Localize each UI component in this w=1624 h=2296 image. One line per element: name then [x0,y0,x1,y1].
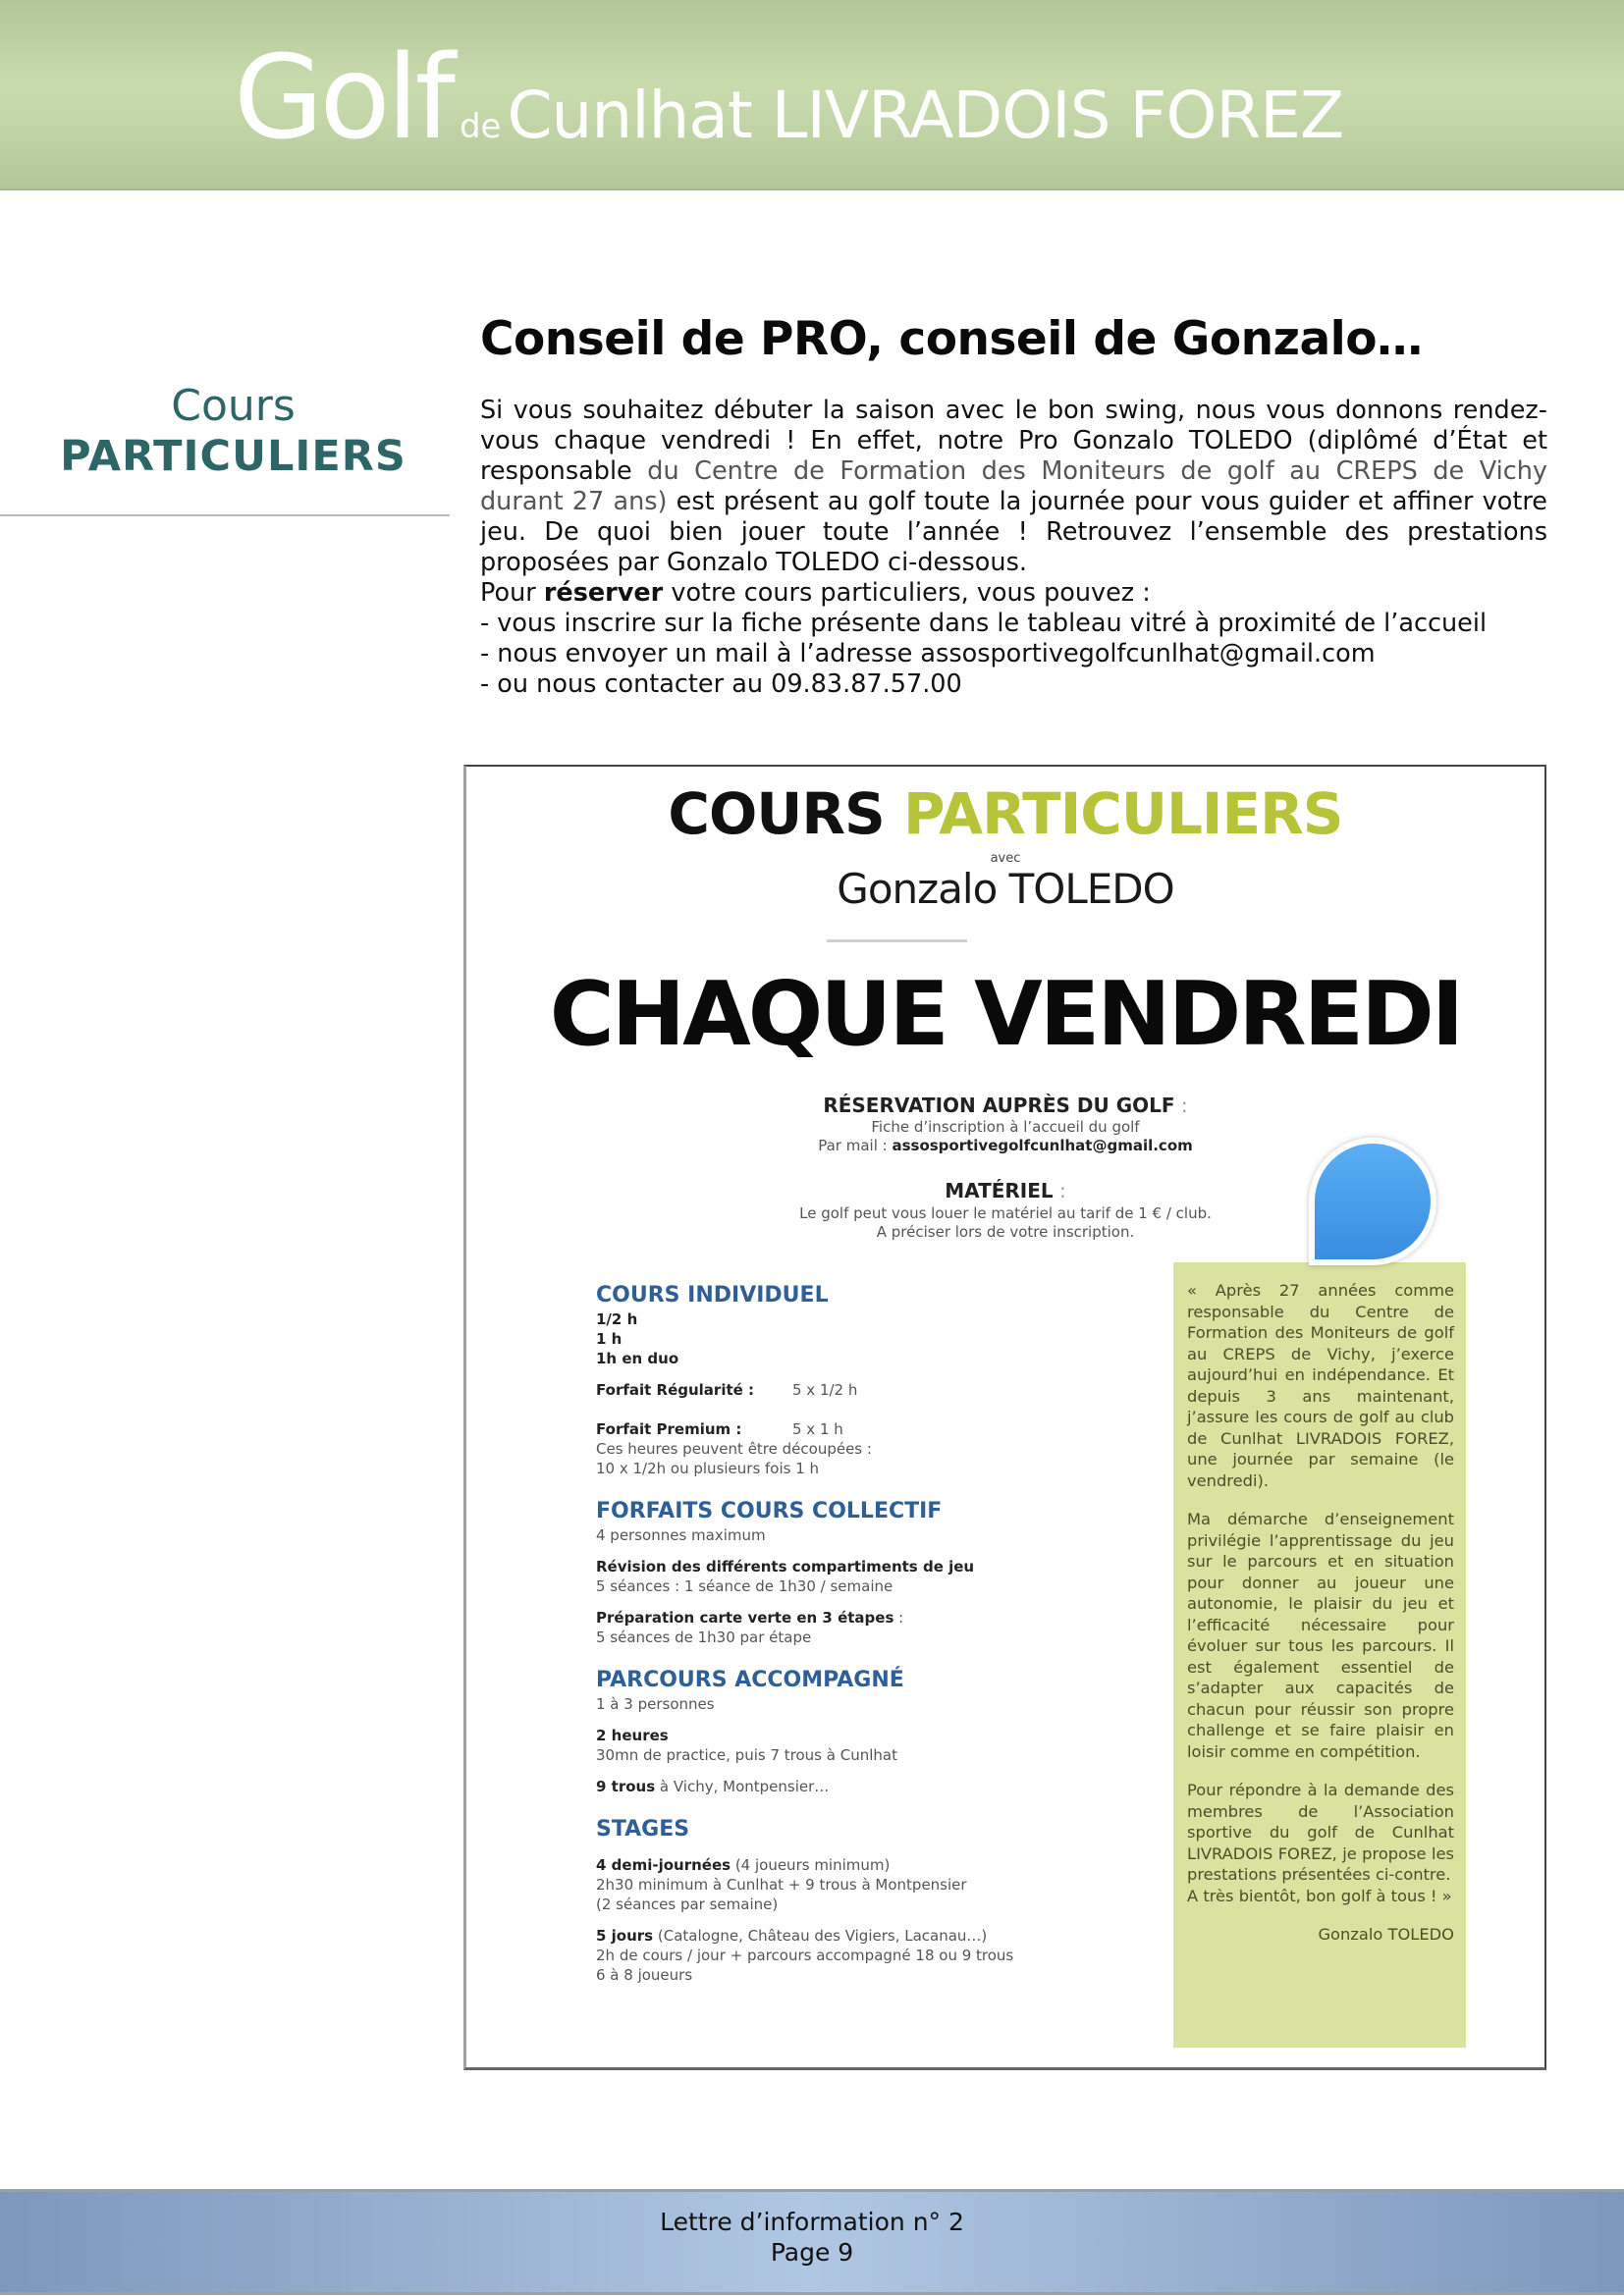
forfait-premium [596,1419,1107,1439]
carte-detail: 5 séances de 1h30 par étape [596,1629,812,1646]
section-heading-stages: STAGES [596,1817,690,1842]
jours-note: (Catalogne, Château des Vigiers, Lacanau…) [653,1927,988,1945]
reservation-heading-text: RÉSERVATION AUPRÈS DU GOLF [823,1094,1175,1117]
quote-paragraph: Ma démarche d’enseignement privilégie l’apprentissage du jeu sur le parcours et en situation pour donner au joueur une autonomie, le plaisir du jeu et l’efficacité nécessaire pour évoluer sur tous les parcours. Il est également essentiel de s’adapter aux capacités de chacun pour réussir son propre challenge et se faire plaisir en loisir comme en compétition. [1187,1510,1454,1761]
forfait-value: 5 x 1/2 h [792,1381,858,1399]
offer-item: 1h en duo [596,1350,679,1367]
quote-paragraph: « Après 27 années comme responsable du Centre de Formation des Moniteurs de golf au CREPS de Vichy, j’exerce aujourd’hui en indépendance. Et depuis 3 ans maintenant, j’assure les cours de golf au club de Cunlhat LIVRADOIS FOREZ, une journée par semaine (le vendredi). [1187,1281,1454,1490]
materiel-line2: A préciser lors de votre inscription. [876,1223,1135,1241]
collectif-sub: 4 personnes maximum [596,1526,766,1544]
poster-name: Gonzalo TOLEDO [837,865,1174,913]
para-text-grey: du Centre de Formation des Moniteurs de golf au CREPS de Vichy durant 27 ans) [480,456,1547,516]
trous-line [596,1777,1107,1796]
section-heading-parcours: PARCOURS ACCOMPAGNÉ [596,1668,904,1692]
forfait-regularite [596,1380,1107,1400]
reserve-post: votre cours particuliers, vous pouvez : [663,578,1151,608]
demi-line2: 2h30 minimum à Cunlhat + 9 trous à Montpensier [596,1876,967,1894]
title-golf: Golf [234,29,452,165]
section-divider [0,514,450,516]
para-text-1: Si vous souhaitez débuter la saison avec le bon swing, nous vous donnons rendez-vous chaque vendredi ! En effet, notre Pro Gonzalo TOLEDO (diplômé d’État et responsable [480,396,1547,486]
heures-label: 2 heures [596,1727,669,1744]
carte-verte [596,1608,1107,1628]
materiel-colon: : [1053,1179,1066,1202]
section-label-line1: Cours [171,381,296,431]
reservation-line: Fiche d’inscription à l’accueil du golf [871,1118,1140,1136]
reservation-colon: : [1174,1094,1188,1117]
section-heading-collectif: FORFAITS COURS COLLECTIF [596,1499,943,1523]
poster-title-lime: PARTICULIERS [903,780,1343,847]
footer-banner [0,2189,1624,2295]
title-club-name: Cunlhat LIVRADOIS FOREZ [507,78,1344,153]
option-item-email: - nous envoyer un mail à l’adresse assosportivegolfcunlhat@gmail.com [480,639,1376,668]
premium-note: Ces heures peuvent être découpées : [596,1440,872,1458]
speech-bubble-icon [1309,1138,1436,1265]
article-paragraph [480,396,1547,578]
forfait-value: 5 x 1 h [792,1420,843,1438]
trous-label: 9 trous [596,1778,656,1795]
newsletter-label: Lettre d’information n° 2 [660,2208,964,2236]
materiel-heading-text: MATÉRIEL [945,1179,1054,1202]
mail-label: Par mail : [818,1137,893,1154]
demi-line3: (2 séances par semaine) [596,1896,779,1913]
trous-detail: à Vichy, Montpensier… [655,1778,830,1795]
parcours-sub: 1 à 3 personnes [596,1695,715,1713]
option-item: - vous inscrire sur la fiche présente dans le tableau vitré à proximité de l’accueil [480,609,1488,638]
jours-line3: 6 à 8 joueurs [596,1966,693,1984]
forfait-label: Forfait Régularité : [596,1381,755,1399]
carte-colon: : [893,1609,904,1627]
heures-detail: 30mn de practice, puis 7 trous à Cunlhat [596,1746,897,1764]
poster-title [466,780,1544,847]
carte-label: Préparation carte verte en 3 étapes [596,1609,894,1627]
demi-journees [596,1855,1107,1875]
quote-signature: Gonzalo TOLEDO [1318,1925,1454,1944]
cinq-jours [596,1926,1107,1946]
article-body [480,396,1547,700]
forfait-label: Forfait Premium : [596,1420,742,1438]
site-title [234,29,1343,165]
quote-closing: A très bientôt, bon golf à tous ! » [1187,1886,1452,1905]
offer-item: 1 h [596,1330,623,1348]
title-de: de [459,107,502,146]
reserve-line [480,578,1547,609]
materiel-line1: Le golf peut vous louer le matériel au tarif de 1 € / club. [799,1204,1212,1222]
article-title: Conseil de PRO, conseil de Gonzalo… [480,312,1423,366]
premium-note: 10 x 1/2h ou plusieurs fois 1 h [596,1460,820,1477]
page-number: Page 9 [770,2238,854,2267]
jours-line2: 2h de cours / jour + parcours accompagné 18 ou 9 trous [596,1947,1014,1964]
reservation-heading [466,1094,1544,1117]
section-label [0,381,466,481]
poster-avec: avec [990,851,1021,866]
offers-column [596,1282,1107,1985]
section-label-line2: PARTICULIERS [60,432,406,481]
demi-note: (4 joueurs minimum) [731,1856,891,1874]
revision-detail: 5 séances : 1 séance de 1h30 / semaine [596,1577,893,1595]
jours-label: 5 jours [596,1927,654,1945]
reserve-bold: réserver [543,578,664,608]
revision-label: Révision des différents compartiments de jeu [596,1558,975,1575]
quote-box [1173,1262,1466,2048]
option-item-phone: - ou nous contacter au 09.83.87.57.00 [480,669,962,699]
mail-address: assosportivegolfcunlhat@gmail.com [892,1137,1193,1154]
poster-headline: CHAQUE VENDREDI [549,963,1462,1066]
poster-title-dark: COURS [668,780,885,847]
offer-item: 1/2 h [596,1310,638,1328]
poster-divider [827,939,967,942]
demi-label: 4 demi-journées [596,1856,731,1874]
header-banner [0,0,1624,190]
section-heading-individuel: COURS INDIVIDUEL [596,1283,829,1308]
quote-paragraph: Pour répondre à la demande des membres de l’Association sportive du golf de Cunlhat LIVRADOIS FOREZ, je propose les prestations présentées ci-contre. [1187,1781,1454,1884]
poster-image [463,765,1546,2070]
para-text-2: est présent au golf toute la journée pour vous guider et affiner votre jeu. De quoi bien jouer toute l’année ! Retrouvez l’ensemble des prestations proposées par Gonzalo TOLEDO ci-dessous. [480,487,1547,577]
reserve-pre: Pour [480,578,544,608]
